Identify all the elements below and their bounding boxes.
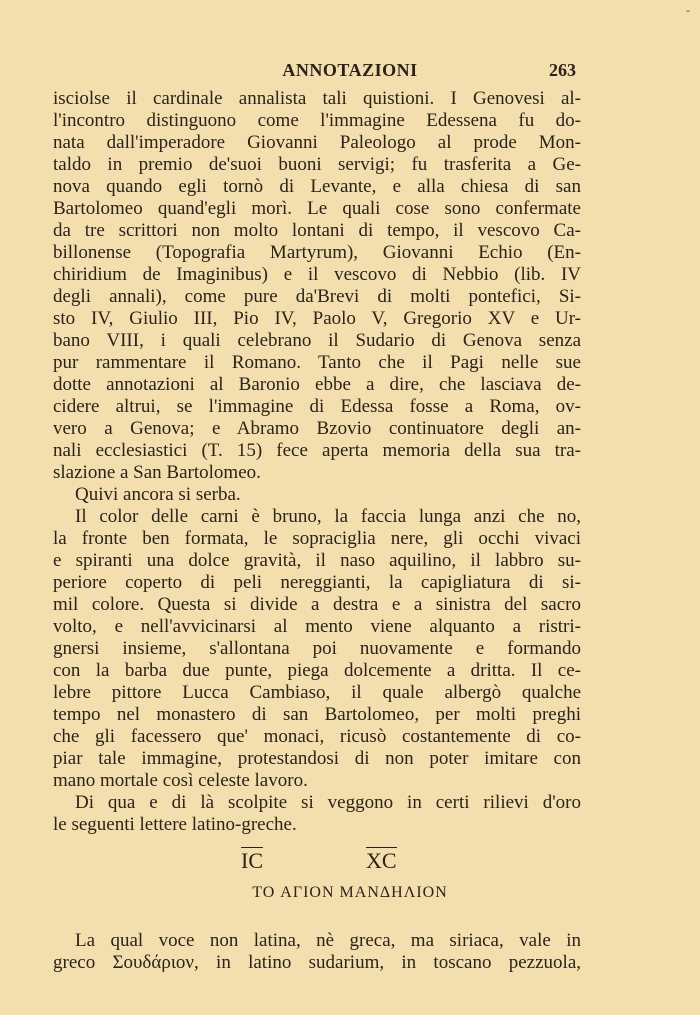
text-line: bano VIII, i quali celebrano il Sudario di Genova senza [53, 330, 581, 351]
text-line: volto, e nell'avvicinarsi al mento viene alquanto a ristri- [53, 616, 581, 637]
text-line: taldo in premio de'suoi buoni servigi; fu trasferita a Ge- [53, 154, 581, 175]
text-line: nova quando egli tornò di Levante, e alla chiesa di san [53, 176, 581, 197]
monogram-xc: XC [366, 848, 397, 873]
text-line: chiridium de Imaginibus) e il vescovo di Nebbio (lib. IV [53, 264, 581, 285]
text-line: Bartolomeo quand'egli morì. Le quali cose sono confermate [53, 198, 581, 219]
text-line: La qual voce non latina, nè greca, ma siriaca, vale in [75, 930, 581, 951]
text-line: nali ecclesiastici (T. 15) fece aperta memoria della sua tra- [53, 440, 581, 461]
text-line: l'incontro distinguono come l'immagine Edessena fu do- [53, 110, 581, 131]
text-line: da tre scrittori non molto lontani di tempo, il vescovo Ca- [53, 220, 581, 241]
text-line: mano mortale così celeste lavoro. [53, 770, 308, 791]
text-line: isciolse il cardinale annalista tali quistioni. I Genovesi al- [53, 88, 581, 109]
text-line: greco Σουδάριον, in latino sudarium, in toscano pezzuola, [53, 952, 581, 973]
closing-paragraph [53, 930, 581, 974]
text-line: la fronte ben formata, le sopraciglia nere, gli occhi vivaci [53, 528, 581, 549]
text-line: cidere altrui, se l'immagine di Edessa fosse a Roma, ov- [53, 396, 581, 417]
body-text [53, 88, 581, 836]
text-line: degli annali), come pure da'Brevi di molti pontefici, Si- [53, 286, 581, 307]
text-line: le seguenti lettere latino-greche. [53, 814, 297, 835]
text-line: vero a Genova; e Abramo Bzovio continuatore degli an- [53, 418, 581, 439]
text-line: con la barba due punte, piega dolcemente a dritta. Il ce- [53, 660, 581, 681]
text-line: dotte annotazioni al Baronio ebbe a dire, che lasciava de- [53, 374, 581, 395]
greek-heading: TO ΑΓΙΟΝ ΜΑΝΔΗΛΙΟΝ [252, 884, 448, 901]
text-line: piar tale immagine, protestandosi di non poter imitare con [53, 748, 581, 769]
text-line: lebre pittore Lucca Cambiaso, il quale albergò qualche [53, 682, 581, 703]
text-line: billonense (Topografia Martyrum), Giovanni Echio (En- [53, 242, 581, 263]
text-line: e spiranti una dolce gravità, il naso aquilino, il labbro su- [53, 550, 581, 571]
running-title: ANNOTAZIONI [282, 60, 418, 80]
text-line: sto IV, Giulio III, Pio IV, Paolo V, Gregorio XV e Ur- [53, 308, 581, 329]
page-number: 263 [549, 60, 576, 80]
text-line: slazione a San Bartolomeo. [53, 462, 261, 483]
text-line: tempo nel monastero di san Bartolomeo, per molti preghi [53, 704, 581, 725]
corner-mark: - [686, 3, 690, 17]
monogram-ic: IC [241, 848, 263, 873]
text-line: Di qua e di là scolpite si veggono in certi rilievi d'oro [75, 792, 581, 813]
text-line: che gli facessero que' monaci, ricusò costantemente di co- [53, 726, 581, 747]
text-line: mil colore. Questa si divide a destra e a sinistra del sacro [53, 594, 581, 615]
text-line: pur rammentare il Romano. Tanto che il Pagi nelle sue [53, 352, 581, 373]
text-line: Quivi ancora si serba. [75, 484, 241, 505]
page-header [0, 60, 700, 82]
text-line: gnersi insieme, s'allontana poi nuovamente e formando [53, 638, 581, 659]
monogram-row [241, 847, 411, 875]
text-line: nata dall'imperadore Giovanni Paleologo al prode Mon- [53, 132, 581, 153]
text-line: Il color delle carni è bruno, la faccia lunga anzi che no, [75, 506, 581, 527]
text-line: periore coperto di peli nereggianti, la capigliatura di si- [53, 572, 581, 593]
